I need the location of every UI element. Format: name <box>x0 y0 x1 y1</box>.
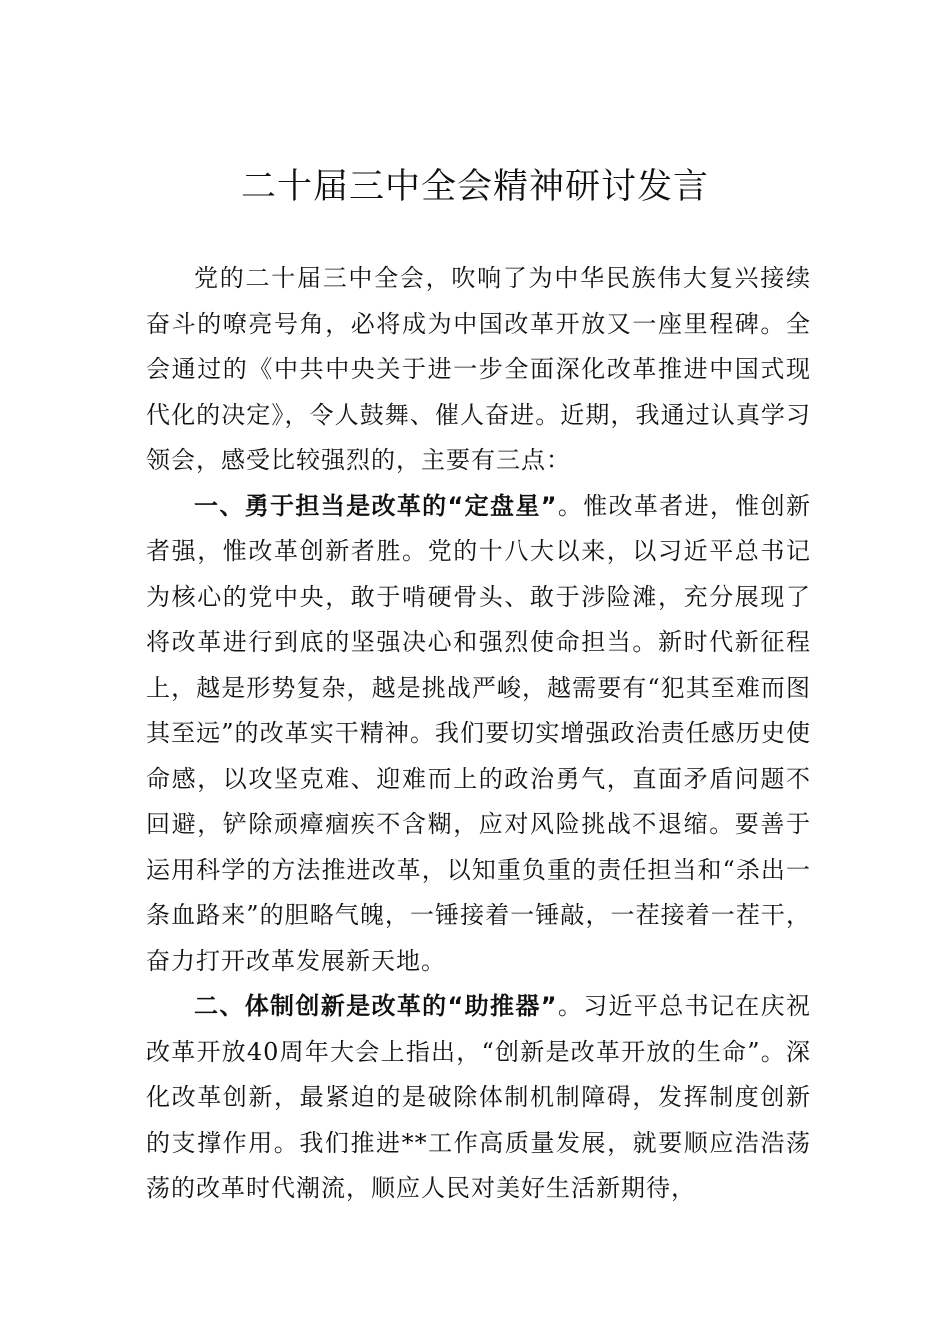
section-two-heading: 二、体制创新是改革的“助推器” <box>194 992 558 1020</box>
section-one-heading: 一、勇于担当是改革的“定盘星” <box>194 491 558 520</box>
intro-paragraph <box>146 256 811 484</box>
section-one-paragraph <box>146 484 811 985</box>
section-two-text: 。习近平总书记在庆祝改革开放40周年大会上指出，“创新是改革开放的生命”。深化改革创新，最紧迫的是破除体制机制障碍，发挥制度创新的支撑作用。我们推进**工作高质量发展，就要顺应浩浩荡荡的改革时代潮流，顺应人民对美好生活新期待， <box>146 992 812 1202</box>
intro-paragraph-text: 党的二十届三中全会，吹响了为中华民族伟大复兴接续奋斗的嘹亮号角，必将成为中国改革开放又一座里程碑。全会通过的《中共中央关于进一步全面深化改革推进中国式现代化的决定》，令人鼓舞、催人奋进。近期，我通过认真学习领会，感受比较强烈的，主要有三点： <box>146 264 811 474</box>
section-two-paragraph <box>146 984 811 1212</box>
document-body <box>146 256 811 1212</box>
page-title: 二十届三中全会精神研讨发言 <box>240 167 709 207</box>
section-one-text: 。惟改革者进，惟创新者强，惟改革创新者胜。党的十八大以来，以习近平总书记为核心的党中央，敢于啃硬骨头、敢于涉险滩，充分展现了将改革进行到底的坚强决心和强烈使命担当。新时代新征程上，越是形势复杂，越是挑战严峻，越需要有“犯其至难而图其至远”的改革实干精神。我们要切实增强政治责任感历史使命感，以攻坚克难、迎难而上的政治勇气，直面矛盾问题不回避，铲除顽瘴痼疾不含糊，应对风险挑战不退缩。要善于运用科学的方法推进改革，以知重负重的责任担当和“杀出一条血路来”的胆略气魄，一锤接着一锤敲，一茬接着一茬干，奋力打开改革发展新天地。 <box>146 491 812 975</box>
